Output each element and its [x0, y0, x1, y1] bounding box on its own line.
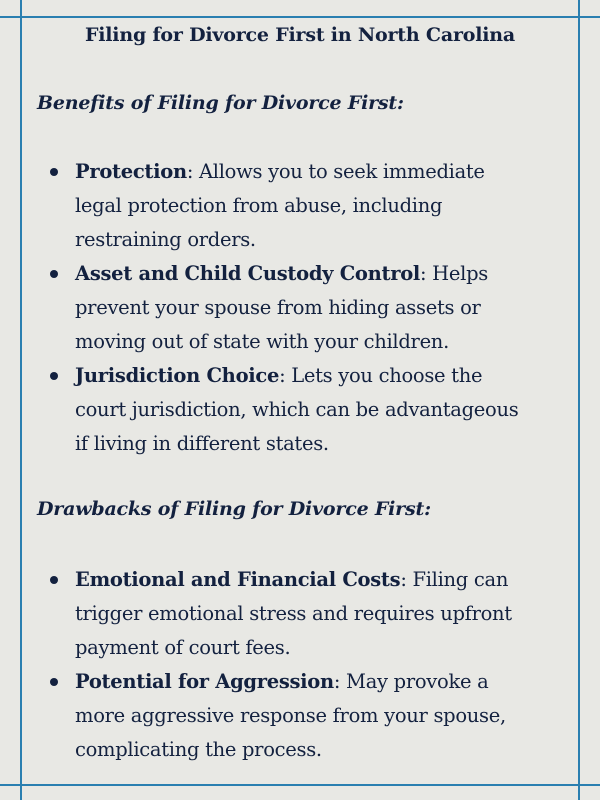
bullet-icon [50, 168, 58, 176]
bullet-icon [50, 270, 58, 278]
list-item-text: : Allows you to seek immediate legal protection from abuse, including restraining orders. [75, 160, 485, 251]
list-item-text: : Filing can trigger emotional stress and requires upfront payment of court fees. [75, 568, 512, 659]
bullet-icon [50, 576, 58, 584]
list-item-text: : May provoke a more aggressive response from your spouse, complicating the process. [75, 670, 506, 761]
list-item-term: Potential for Aggression [75, 670, 334, 693]
list-item-text: : Helps prevent your spouse from hiding assets or moving out of state with your children. [75, 262, 488, 353]
frame-line-top [0, 16, 600, 18]
list-item-term: Emotional and Financial Costs [75, 568, 401, 591]
list-item [0, 359, 560, 461]
frame-line-bottom [0, 784, 600, 786]
drawbacks-heading: Drawbacks of Filing for Divorce First: [37, 498, 431, 520]
drawbacks-list [0, 563, 560, 767]
list-item-term: Protection [75, 160, 187, 183]
list-item-term: Asset and Child Custody Control [75, 262, 421, 285]
list-item [0, 563, 560, 665]
list-item [0, 155, 560, 257]
list-item-text: : Lets you choose the court jurisdiction, which can be advantageous if living in different states. [75, 364, 519, 455]
benefits-list [0, 155, 560, 461]
page-title: Filing for Divorce First in North Carolina [84, 24, 515, 46]
list-item-term: Jurisdiction Choice [75, 364, 280, 387]
bullet-icon [50, 678, 58, 686]
list-item [0, 665, 560, 767]
bullet-icon [50, 372, 58, 380]
benefits-heading: Benefits of Filing for Divorce First: [37, 92, 404, 114]
frame-line-right [578, 0, 580, 800]
list-item [0, 257, 560, 359]
